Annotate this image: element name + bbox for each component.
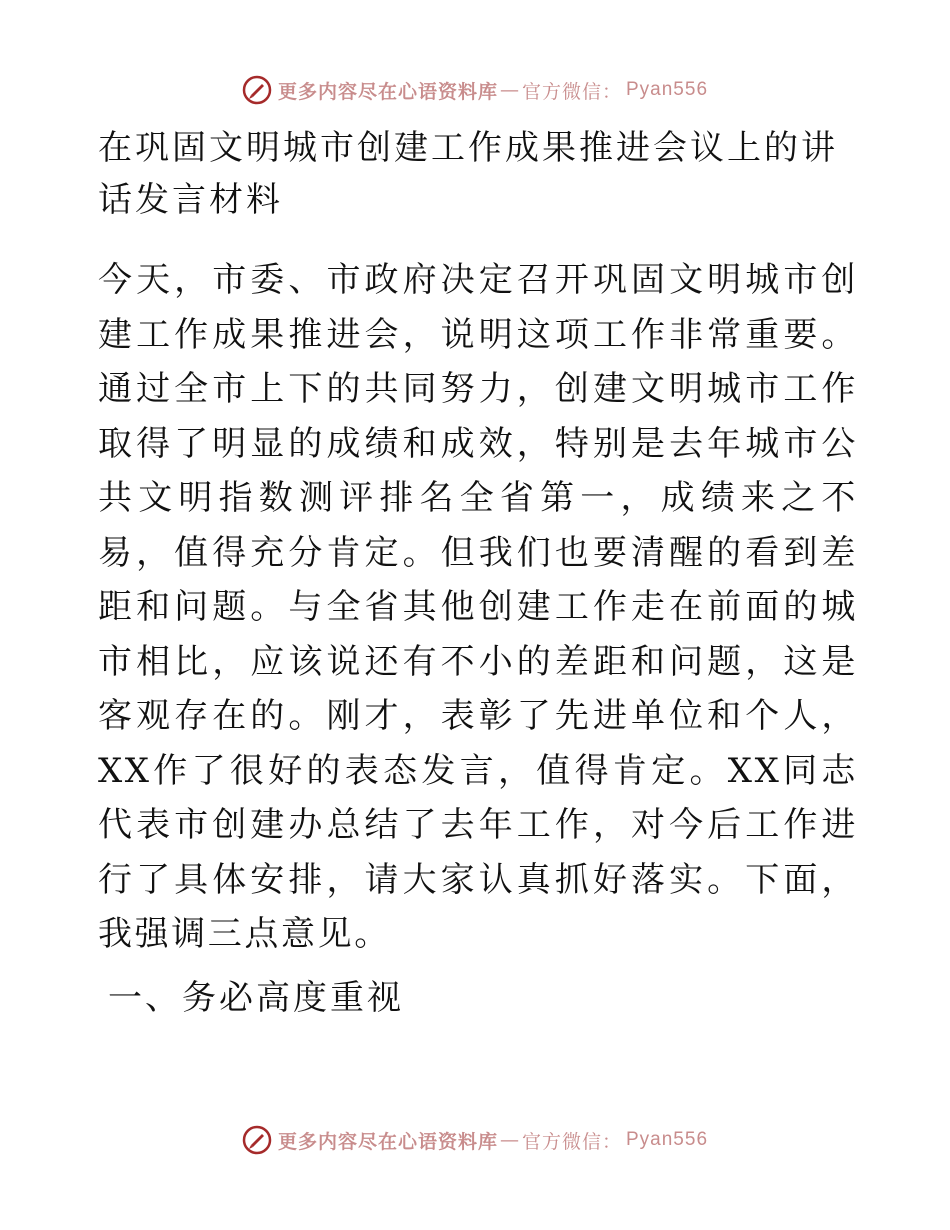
section-heading: 一、务必高度重视 xyxy=(108,978,404,1018)
banner-wechat-id: Pyan556 xyxy=(626,1129,709,1150)
body-paragraph: 今天，市委、市政府决定召开巩固文明城市创建工作成果推进会，说明这项工作非常重要。通过全市上下的共同努力，创建文明城市工作取得了明显的成绩和成效，特别是去年城市公共文明指数测评排名全省第一，成绩来之不易，值得充分肯定。但我们也要清醒的看到差距和问题。与全省其他创建工作走在前面的城市相比，应该说还有不小的差距和问题，这是客观存在的。刚才，表彰了先进单位和个人，XX作了很好的表态发言，值得肯定。XX同志代表市创建办总结了去年工作，对今后工作进行了具体安排，请大家认真抓好落实。下面，我强调三点意见。 xyxy=(98,260,858,954)
banner-main-text: 更多内容尽在心语资料库 xyxy=(277,1130,498,1153)
header-watermark-banner xyxy=(0,70,950,110)
banner-separator: — xyxy=(499,79,520,101)
banner-main-text: 更多内容尽在心语资料库 xyxy=(277,80,498,103)
banner-wechat-id: Pyan556 xyxy=(626,79,709,100)
pen-logo-icon xyxy=(242,1125,272,1155)
banner-text xyxy=(278,77,708,104)
pen-logo-icon xyxy=(242,75,272,105)
banner-separator: — xyxy=(499,1129,520,1151)
document-title: 在巩固文明城市创建工作成果推进会议上的讲话发言材料 xyxy=(98,128,838,220)
footer-watermark-banner xyxy=(0,1120,950,1160)
banner-text xyxy=(278,1127,708,1154)
banner-wechat-label: 官方微信： xyxy=(521,1130,622,1153)
banner-wechat-label: 官方微信： xyxy=(521,80,622,103)
